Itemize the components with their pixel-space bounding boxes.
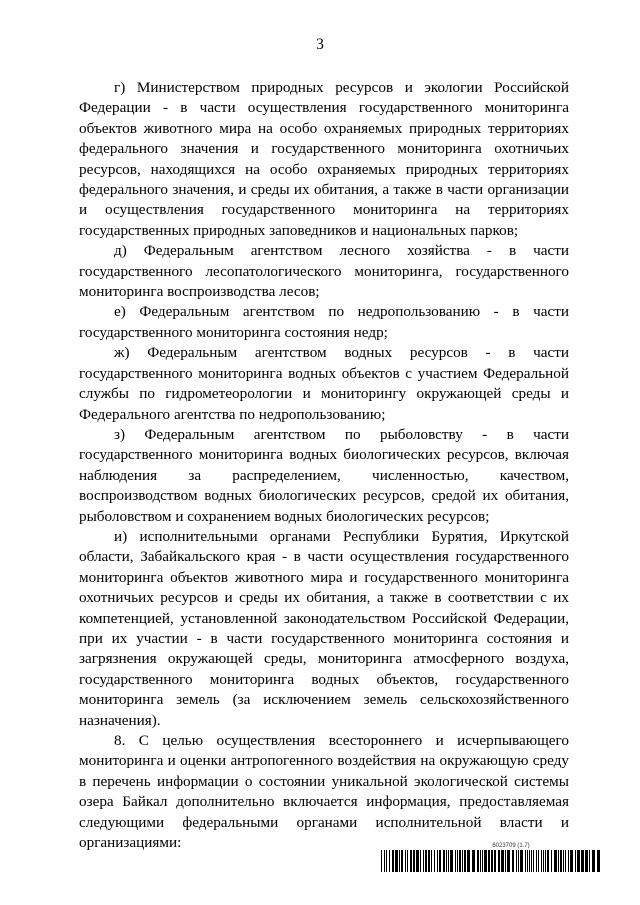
- paragraph-z: з) Федеральным агентством по рыболовству - в части государственного мониторинга водных биологических ресурсов, включая наблюдения за распределением, численностью, качеством, воспроизводством водных биологических ресурсов, средой их обитания, рыболовством и сохранением водных биологических ресурсов;: [79, 425, 569, 525]
- paragraph-i: и) исполнительными органами Республики Бурятия, Иркутской области, Забайкальского края - в части осуществления государственного мониторинга объектов животного мира и государственного мониторинга охотничьих ресурсов и среды их обитания, а также в соответствии с их компетенцией, установленной законодательством Российской Федерации, при их участии - в части государственного мониторинга состояния и загрязнения окружающей среды, мониторинга атмосферного воздуха, государственного мониторинга водных объектов, государственного мониторинга земель (за исключением земель сельскохозяйственного назначения).: [79, 527, 569, 729]
- paragraph-8: 8. С целью осуществления всестороннего и исчерпывающего мониторинга и оценки антропогенного воздействия на окружающую среду в перечень информации о состоянии уникальной экологической системы озера Байкал дополнительно включается информация, предоставляемая следующими федеральными органами исполнительной власти и организациями:: [79, 732, 569, 852]
- document-body: [79, 78, 569, 853]
- barcode-code: 6023709 (1.7): [492, 843, 530, 849]
- page-number: 3: [316, 36, 324, 53]
- paragraph-g: г) Министерством природных ресурсов и экологии Российской Федерации - в части осуществления государственного мониторинга объектов животного мира на особо охраняемых природных территориях федерального значения и государственного мониторинга охотничьих ресурсов, находящихся на особо охраняемых природных территориях федерального значения, и среды их обитания, а также в части организации и осуществления государственного мониторинга на территориях государственных природных заповедников и национальных парков;: [79, 79, 569, 239]
- barcode-icon: [381, 850, 601, 872]
- paragraph-d: д) Федеральным агентством лесного хозяйства - в части государственного лесопатологического мониторинга, государственного мониторинга воспроизводства лесов;: [79, 242, 569, 301]
- paragraph-e: е) Федеральным агентством по недропользованию - в части государственного мониторинга состояния недр;: [79, 303, 569, 341]
- document-barcode: [381, 842, 601, 872]
- paragraph-zh: ж) Федеральным агентством водных ресурсов - в части государственного мониторинга водных объектов с участием Федеральной службы по гидрометеорологии и мониторингу окружающей среды и Федерального агентства по недропользованию;: [79, 344, 569, 423]
